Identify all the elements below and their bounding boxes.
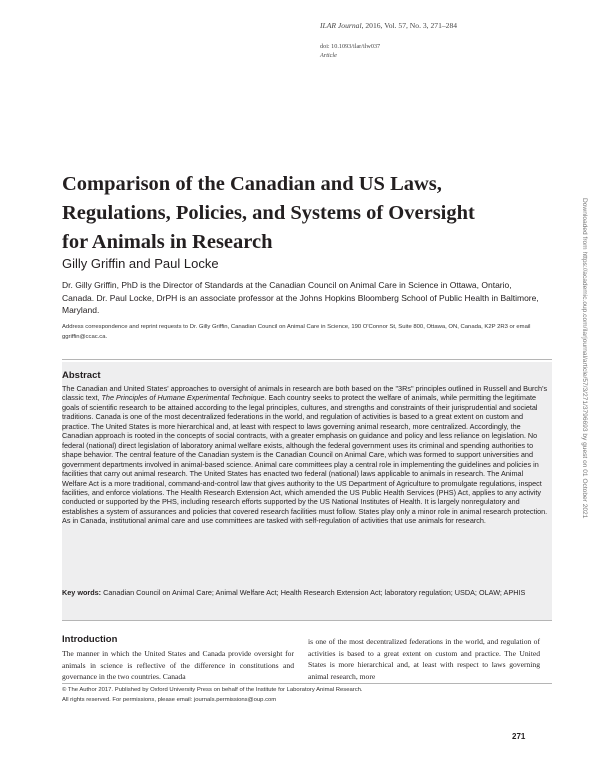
author-bio: Dr. Gilly Griffin, PhD is the Director of Standards at the Canadian Council on Animal Care in Science in Ottawa, Ontario, Canada. Dr. Paul Locke, DrPH is an associate professor at the Johns Hopkins Bloomberg School of Public Health in Baltimore, Maryland. [62, 280, 539, 316]
doi-block [320, 42, 380, 60]
abstract-text [62, 384, 549, 526]
journal-name: ILAR Journal [320, 21, 362, 30]
footer-divider [62, 683, 552, 684]
divider [62, 620, 552, 621]
copyright-notice [62, 686, 542, 705]
divider [62, 359, 552, 360]
introduction-column-1: The manner in which the United States and Canada provide oversight for animals in science is reflective of the difference in constitutions and governance in the two countries. Canada [62, 649, 294, 682]
abstract-text-part2: . Each country seeks to protect the welfare of animals, while permitting the legitimate goals of scientific research to be attained according to the legal principles, cultures, and strengths and constraints of their jurisprudential and societal traditions. Canada is one of the most decentralized federations in the world, and regulation of activities is based to a great extent on custom and practice. The United States is more hierarchical and, at least with respect to laws governing animal research, more centralized. Accordingly, the Canadian approach is rooted in the concepts of social contracts, with a greater emphasis on guidance and policy and less reliance on legislation. No federal (national) direct legislation of laboratory animal welfare exists, although the federal government uses its criminal and spending authorities to shape behavior. The central feature of the Canadian system is the Canadian Council on Animal Care, which was formed to support universities and government departments involved in animal-based science. Animal care committees play a central role in implementing the guidelines and policies in facilities that carry out animal research. The United States has enacted two federal (national) laws applicable to animals in research. The Animal Welfare Act is a more traditional, command-and-control law that gives authority to the US Department of Agriculture to promulgate regulations, inspect facilities, and enforce violations. The Health Research Extension Act, which amended the US Public Health Services (PHS) Act, applies to any activity conducted or supported by the PHS, including research efforts supported by the US National Institutes of Health. It is largely nonregulatory and establishes a system of assurances and policies that covered research facilities must follow. States play only a minor role in animal research protection. As in Canada, institutional animal care and use committees are tasked with self-regulation of activities that use animals for research. [62, 393, 548, 526]
article-title: Comparison of the Canadian and US Laws, Regulations, Policies, and Systems of Oversight for Animals in Research [62, 173, 475, 253]
copyright-line: © The Author 2017. Published by Oxford University Press on behalf of the Institute for Laboratory Animal Research. [62, 687, 363, 693]
introduction-column-2: is one of the most decentralized federations in the world, and regulation of activities is based to a great extent on custom and practice. The United States is more hierarchical and, at least with respect to laws governing animal research, more [308, 637, 540, 681]
doi-link[interactable]: doi: 10.1093/ilar/ilw037 [320, 43, 381, 50]
abstract-text-part1: The Canadian and United States' approaches to oversight of animals in research are both based on the "3Rs" principles outlined in Russell and Burch's classic text, [62, 384, 548, 403]
journal-volume: , 2016, Vol. 57, No. 3, 271–284 [361, 21, 458, 30]
introduction-heading: Introduction [62, 634, 118, 645]
journal-citation [320, 20, 555, 32]
article-type: Article [320, 52, 337, 59]
correspondence-address: Address correspondence and reprint requests to Dr. Gilly Griffin, Canadian Council on Animal Care in Science, 190 O'Connor St, Suite 800, Ottawa, ON, Canada, K2P 2R3 or email ggriffin@ccac.ca. [62, 324, 531, 340]
permissions-line: All rights reserved. For permissions, please email: journals.permissions@oup.com [62, 696, 277, 703]
keywords-list: Canadian Council on Animal Care; Animal Welfare Act; Health Research Extension Act; laboratory regulation; USDA; OLAW; APHIS [101, 588, 526, 597]
page-number: 271 [512, 732, 526, 741]
keywords [62, 588, 549, 597]
article-authors: Gilly Griffin and Paul Locke [62, 256, 219, 271]
keywords-label: Key words: [62, 588, 102, 597]
download-note: Downloaded from https://academic.oup.com/ilarjournal/article/57/3/271/3796693 by guest on 01 October 2021 [581, 198, 588, 519]
download-sidebar [578, 198, 592, 598]
abstract-heading: Abstract [62, 370, 101, 381]
book-title: The Principles of Humane Experimental Technique [101, 393, 265, 403]
